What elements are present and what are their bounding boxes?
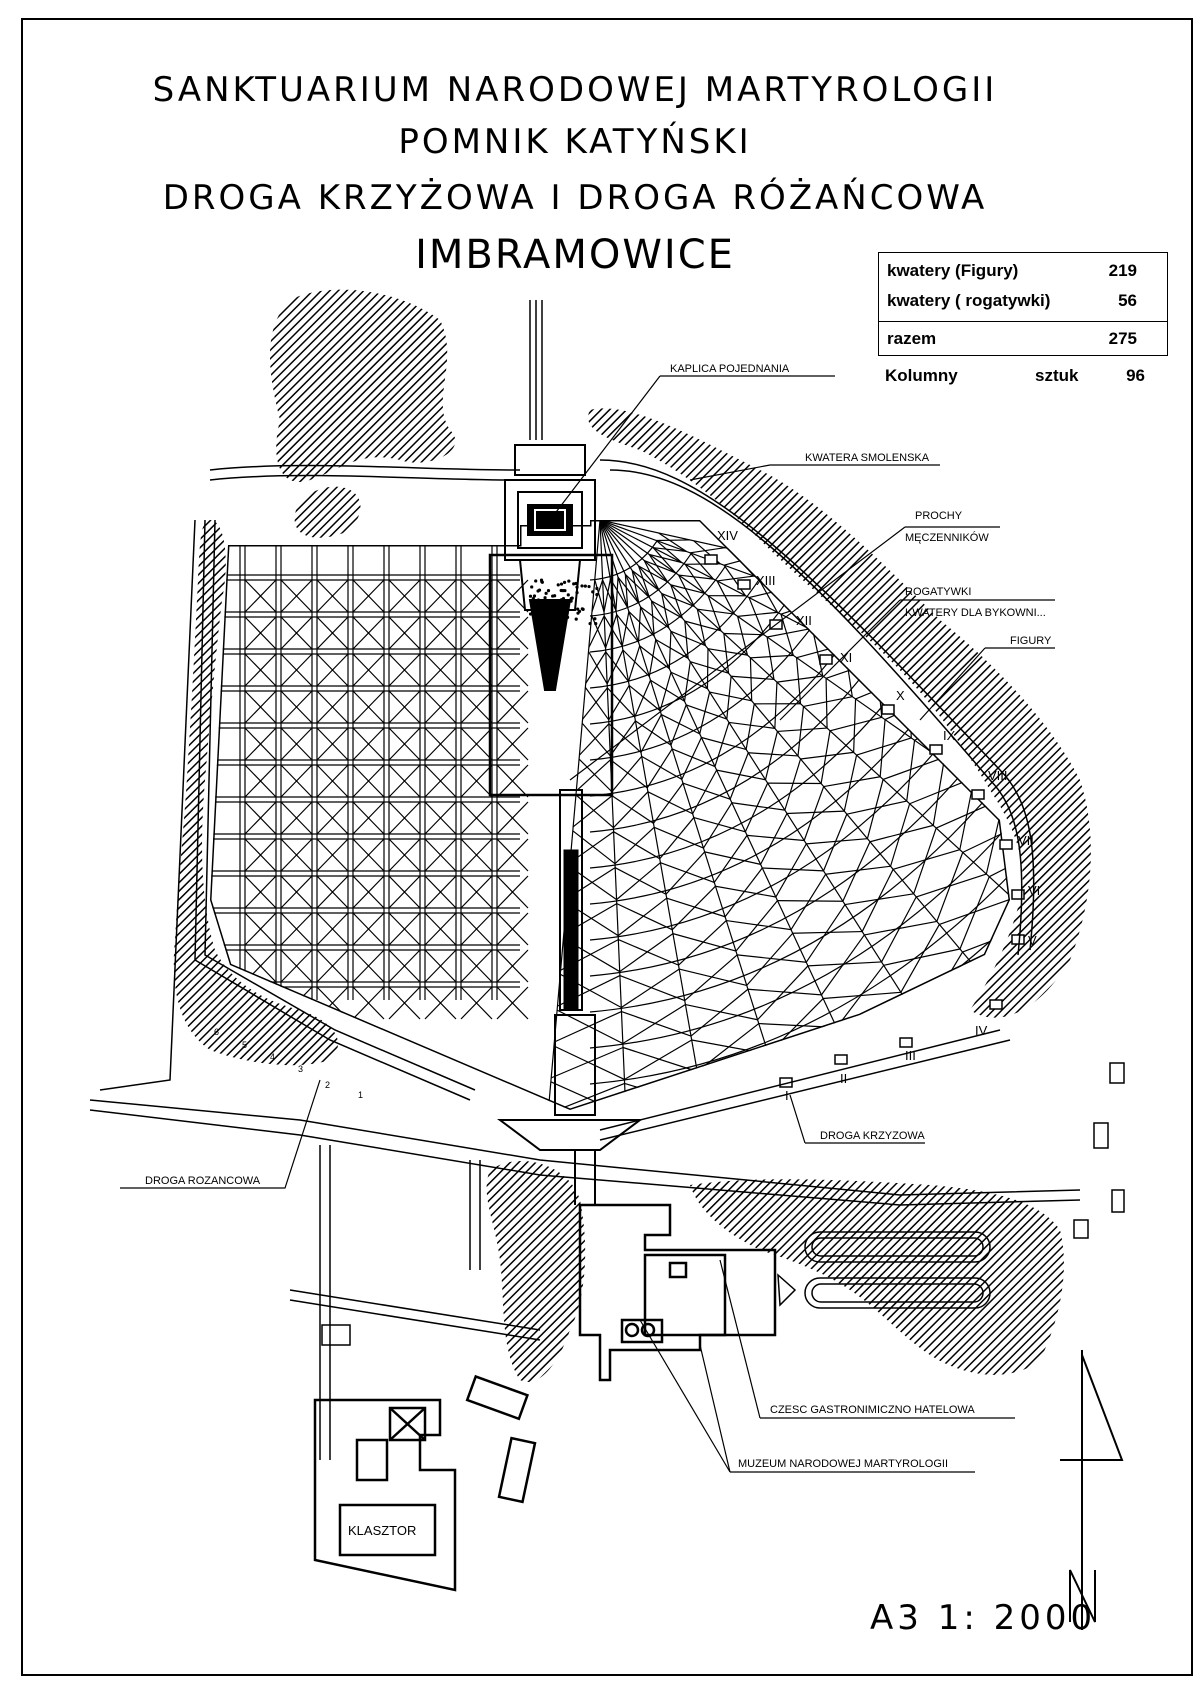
scale-label: A3 1: 2000 [870, 1598, 1097, 1638]
label-droga-krzyzowa: DROGA KRZYZOWA [820, 1130, 925, 1142]
stats-value: 219 [1108, 261, 1137, 280]
station-label: IX [943, 728, 956, 743]
label-meczennikow: MĘCZENNIKÓW [905, 532, 989, 544]
station-label: XI [840, 650, 853, 665]
north-arrow-icon [1060, 1350, 1122, 1630]
title-line-1: SANKTUARIUM NARODOWEJ MARTYROLOGII [152, 70, 998, 110]
station-label: II [840, 1071, 848, 1086]
rosary-station-label: 2 [325, 1080, 331, 1090]
stats-value: 275 [1108, 329, 1137, 348]
columns-value: 96 [1126, 366, 1145, 385]
columns-unit: sztuk [1035, 366, 1079, 385]
station-label: I [785, 1088, 789, 1103]
title-line-4: IMBRAMOWICE [415, 232, 735, 278]
station-label: X [896, 688, 905, 703]
rosary-station-label: 6 [214, 1027, 220, 1037]
label-muzeum: MUZEUM NARODOWEJ MARTYROLOGII [738, 1458, 949, 1470]
station-label: IV [975, 1023, 988, 1038]
station-label: III [905, 1048, 916, 1063]
label-kwatery-bykowni: KWATERY DLA BYKOWNI... [905, 607, 1046, 619]
station-label: XIII [756, 573, 776, 588]
columns-label: Kolumny [885, 366, 958, 385]
stats-label: kwatery ( rogatywki) [887, 291, 1051, 310]
stats-value: 56 [1118, 291, 1137, 310]
label-czesc-gastronomiczna: CZESC GASTRONIMICZNO HATELOWA [770, 1404, 975, 1416]
title-line-2: POMNIK KATYŃSKI [398, 122, 752, 162]
label-rogatywki: ROGATYWKI [905, 586, 972, 598]
rosary-station-label: 4 [270, 1052, 276, 1062]
label-droga-rozancowa: DROGA ROZANCOWA [145, 1175, 261, 1187]
station-label: VII [1018, 833, 1034, 848]
label-figury: FIGURY [1010, 635, 1052, 647]
label-klasztor: KLASZTOR [348, 1523, 417, 1538]
monastery [315, 1376, 535, 1590]
stats-label: razem [887, 329, 937, 348]
rosary-station-label: 3 [298, 1064, 304, 1074]
station-label: VIII [988, 768, 1008, 783]
title-line-3: DROGA KRZYŻOWA I DROGA RÓŻAŃCOWA [162, 178, 988, 218]
label-kaplica: KAPLICA POJEDNANIA [670, 363, 790, 375]
label-kwatera-smolenska: KWATERA SMOLENSKA [805, 452, 930, 464]
station-label: VI [1028, 883, 1041, 898]
station-label: XII [796, 613, 812, 628]
station-label: V [1028, 933, 1037, 948]
label-prochy: PROCHY [915, 510, 963, 522]
rosary-station-label: 5 [242, 1040, 248, 1050]
station-label: XIV [717, 528, 738, 543]
vegetation-hatching [174, 290, 1091, 1382]
rosary-station-label: 1 [358, 1090, 364, 1100]
stats-label: kwatery (Figury) [887, 261, 1019, 280]
